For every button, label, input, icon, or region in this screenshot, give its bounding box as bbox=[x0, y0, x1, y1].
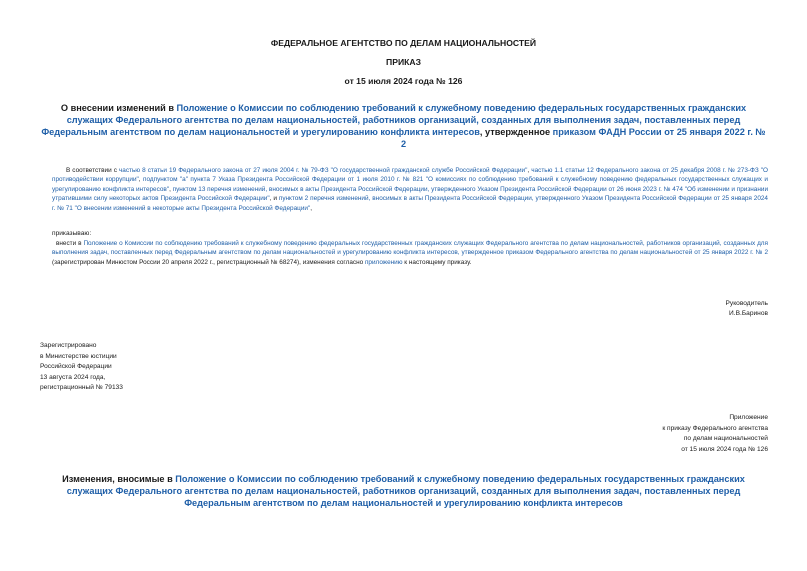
preamble-text-4: , bbox=[169, 185, 173, 193]
registration-line: Российской Федерации bbox=[40, 363, 112, 370]
order-title-link2[interactable]: приказом ФАДН России от 25 января 2022 г. № 2 bbox=[400, 127, 766, 149]
order-title-link[interactable]: Положение о Комиссии по соблюдению требований к служебному поведению федеральных государственных гражданских служащих Федерального агентства по делам национальностей, работников организаций, созданных для выполнения задач, поставленных перед Федеральным агентством по делам национальностей и урегулированию конфликта интересов bbox=[41, 103, 747, 137]
order-link-2[interactable]: приложению bbox=[364, 258, 403, 266]
preamble-paragraph bbox=[52, 166, 768, 213]
preamble-link-2[interactable]: частью 1.1 статьи 12 Федерального закона от 25 декабря 2008 г. № 273-ФЗ "О противодействии коррупции" bbox=[52, 167, 768, 184]
order-text-2: (зарегистрирован Минюстом России 20 апреля 2022 г., регистрационный № 68274), изменения согласно bbox=[52, 258, 365, 266]
preamble-text-2: , bbox=[527, 167, 532, 174]
appendix-line: по делам национальностей bbox=[683, 435, 768, 442]
preamble-link-1[interactable]: частью 8 статьи 19 Федерального закона от 27 июля 2004 г. № 79-ФЗ "О государственной гражданской службе Российской Федерации" bbox=[118, 167, 528, 174]
order-link-1[interactable]: Положение о Комиссии по соблюдению требований к служебному поведению федеральных государственных гражданских служащих Федерального агентства по делам национальностей, работников организаций, созданных для выполнения задач, поставленных перед Федеральным агентством по делам национальностей и урегулированию конфликта интересов, утвержденное приказом Федерального агентства по делам национальностей от 25 января 2022 г. № 2 bbox=[52, 240, 769, 257]
registration-line: регистрационный № 79133 bbox=[40, 384, 123, 391]
preamble-link-5[interactable]: пунктом 2 перечня изменений, вносимых в акты Президента Российской Федерации, утвержденного Указом Президента Российской Федерации от 25 января 2024 г. № 71 "О внесении изменений в некоторые акты Президента Российской Федерации" bbox=[52, 195, 768, 212]
appendix-line: к приказу Федерального агентства bbox=[662, 424, 768, 432]
appendix-line: Приложение bbox=[729, 414, 768, 421]
order-title bbox=[40, 102, 767, 150]
registration-block bbox=[40, 341, 123, 394]
changes-title-link[interactable]: Положение о Комиссии по соблюдению требований к служебному поведению федеральных государственных гражданских служащих Федерального агентства по делам национальностей, работников организаций, созданных для выполнения задач, поставленных перед Федеральным агентством по делам национальностей и урегулированию конфликта интересов bbox=[66, 474, 745, 508]
agency-name: ФЕДЕРАЛЬНОЕ АГЕНТСТВО ПО ДЕЛАМ НАЦИОНАЛЬНОСТЕЙ bbox=[270, 38, 537, 48]
signature-role: Руководитель bbox=[725, 300, 768, 307]
doc-date: от 15 июля 2024 года № 126 bbox=[344, 76, 463, 86]
order-text-3: к настоящему приказу. bbox=[402, 258, 472, 266]
preamble-text-6: , bbox=[310, 204, 313, 212]
signature-name: И.В.Баринов bbox=[729, 310, 768, 317]
changes-title bbox=[40, 473, 767, 509]
doc-type: ПРИКАЗ bbox=[386, 57, 421, 67]
order-text-1: внести в bbox=[56, 240, 84, 247]
appendix-block bbox=[520, 413, 768, 455]
preamble-link-4[interactable]: пунктом 13 перечня изменений, вносимых в акты Президента Российской Федерации, утвержденного Указом Президента Российской Федерации от 26 июня 2023 г. № 474 "Об изменении и признании утратившими силу некоторых актов Президента Российской Федерации" bbox=[52, 185, 769, 203]
order-word: приказываю: bbox=[52, 230, 92, 237]
order-title-middle: , утвержденное bbox=[479, 127, 553, 137]
order-title-prefix: О внесении изменений в bbox=[60, 103, 177, 113]
registration-line: 13 августа 2024 года, bbox=[40, 373, 106, 381]
registration-line: в Министерстве юстиции bbox=[40, 352, 117, 360]
preamble-text-3: , bbox=[138, 176, 144, 184]
preamble-text-5: , и bbox=[269, 195, 279, 203]
registration-line: Зарегистрировано bbox=[40, 342, 97, 349]
appendix-line: от 15 июля 2024 года № 126 bbox=[681, 445, 768, 453]
order-paragraph bbox=[52, 239, 768, 267]
signature-block bbox=[560, 299, 768, 319]
preamble-link-3[interactable]: подпунктом "а" пункта 7 Указа Президента Российской Федерации от 1 июля 2010 г. № 821 "О комиссиях по соблюдению требований к служебному поведению федеральных государственных служащих и урегулированию конфликта интересов" bbox=[52, 176, 768, 193]
preamble-text-1: В соответствии с bbox=[66, 167, 119, 174]
changes-title-prefix: Изменения, вносимые в bbox=[62, 474, 176, 484]
